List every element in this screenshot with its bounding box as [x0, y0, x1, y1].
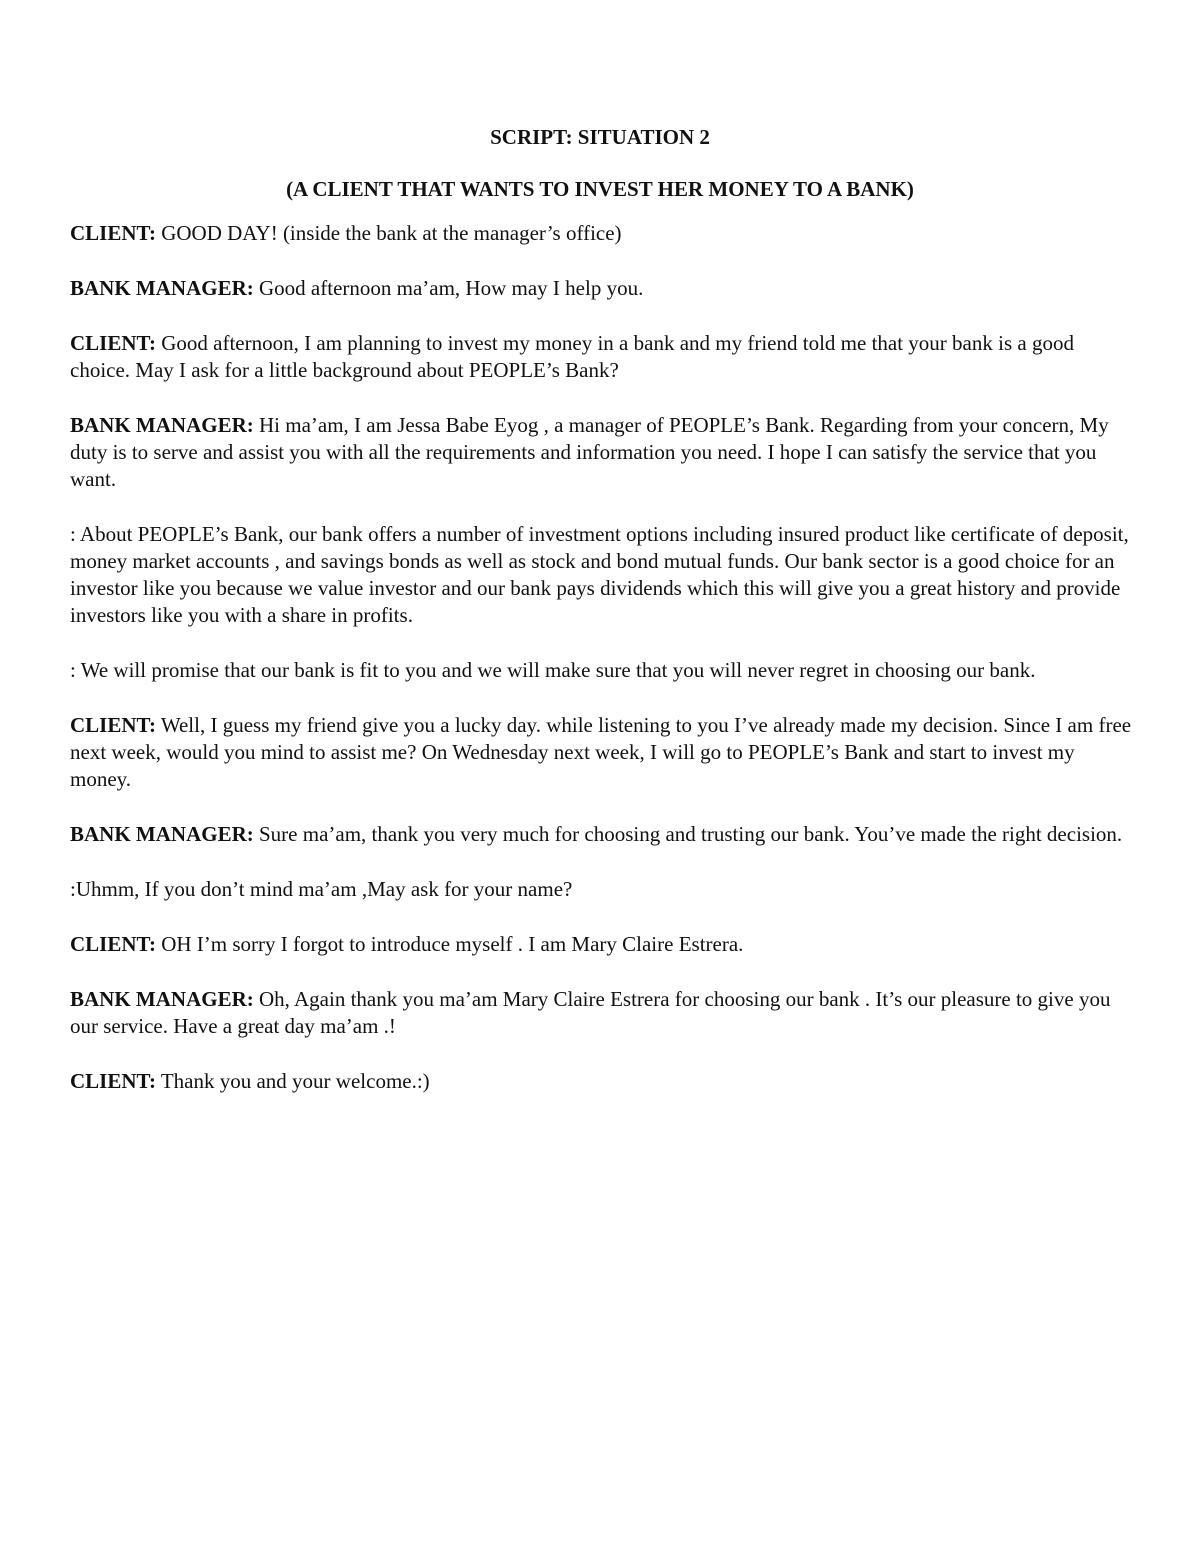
- dialogue-text: Hi ma’am, I am Jessa Babe Eyog , a manager of PEOPLE’s Bank. Regarding from your concern, My duty is to serve and assist you with all the requirements and information you need. I hope I can satisfy the service that you want.: [70, 413, 1109, 491]
- dialogue-paragraph: [70, 986, 1132, 1040]
- dialogue-paragraph: [70, 275, 1132, 302]
- dialogue-paragraph: [70, 876, 1132, 903]
- speaker-label: BANK MANAGER:: [70, 413, 254, 437]
- script-subtitle: (A CLIENT THAT WANTS TO INVEST HER MONEY TO A BANK): [286, 177, 914, 201]
- dialogue-paragraph: [70, 412, 1132, 493]
- dialogue-text: Sure ma’am, thank you very much for choosing and trusting our bank. You’ve made the right decision.: [253, 822, 1123, 846]
- dialogue-paragraph: [70, 1068, 1132, 1095]
- dialogue-body: [70, 220, 1132, 1123]
- dialogue-text: Good afternoon ma’am, How may I help you.: [253, 276, 644, 300]
- dialogue-paragraph: [70, 330, 1132, 384]
- speaker-label: CLIENT:: [70, 221, 156, 245]
- dialogue-text: Oh, Again thank you ma’am Mary Claire Estrera for choosing our bank . It’s our pleasure to give you our service. Have a great day ma’am .!: [70, 987, 1111, 1038]
- dialogue-paragraph: [70, 931, 1132, 958]
- dialogue-text: : We will promise that our bank is fit to you and we will make sure that you will never regret in choosing our bank.: [70, 658, 1036, 682]
- speaker-label: BANK MANAGER:: [70, 276, 254, 300]
- dialogue-paragraph: [70, 657, 1132, 684]
- speaker-label: BANK MANAGER:: [70, 987, 254, 1011]
- dialogue-text: Thank you and your welcome.:): [155, 1069, 430, 1093]
- speaker-label: BANK MANAGER:: [70, 822, 254, 846]
- speaker-label: CLIENT:: [70, 331, 156, 355]
- dialogue-text: Good afternoon, I am planning to invest my money in a bank and my friend told me that your bank is a good choice. May I ask for a little background about PEOPLE’s Bank?: [70, 331, 1074, 382]
- dialogue-paragraph: [70, 712, 1132, 793]
- script-title: SCRIPT: SITUATION 2: [490, 125, 710, 149]
- dialogue-text: Well, I guess my friend give you a lucky day. while listening to you I’ve already made my decision. Since I am free next week, would you mind to assist me? On Wednesday next week, I will go to PEOPLE’s Bank and start to invest my money.: [70, 713, 1132, 791]
- speaker-label: CLIENT:: [70, 932, 156, 956]
- dialogue-text: OH I’m sorry I forgot to introduce myself . I am Mary Claire Estrera.: [155, 932, 744, 956]
- dialogue-text: GOOD DAY! (inside the bank at the manager’s office): [155, 221, 622, 245]
- speaker-label: CLIENT:: [70, 713, 156, 737]
- dialogue-paragraph: [70, 521, 1132, 629]
- dialogue-text: : About PEOPLE’s Bank, our bank offers a number of investment options including insured product like certificate of deposit, money market accounts , and savings bonds as well as stock and bond mutual funds. Our bank sector is a good choice for an investor like you because we value investor and our bank pays dividends which this will give you a great history and provide investors like you with a share in profits.: [70, 522, 1129, 627]
- speaker-label: CLIENT:: [70, 1069, 156, 1093]
- dialogue-paragraph: [70, 220, 1132, 247]
- dialogue-text: :Uhmm, If you don’t mind ma’am ,May ask for your name?: [70, 877, 573, 901]
- dialogue-paragraph: [70, 821, 1132, 848]
